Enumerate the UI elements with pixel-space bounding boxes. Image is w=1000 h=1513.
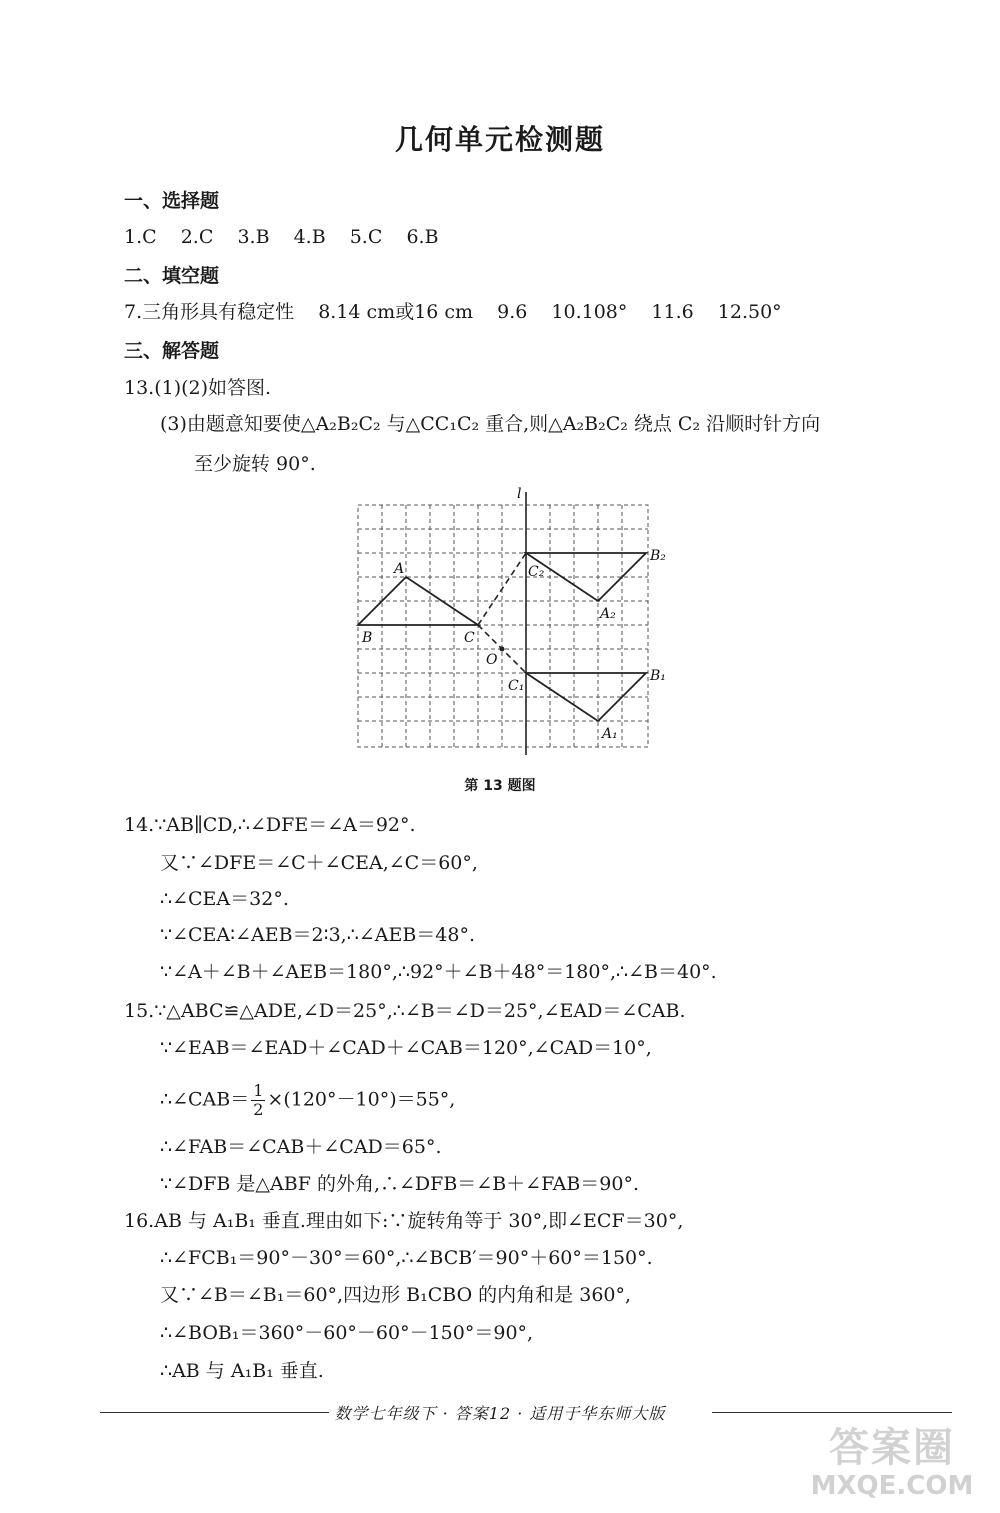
q14-line2: 又∵∠DFE＝∠C＋∠CEA,∠C＝60°, bbox=[160, 852, 478, 874]
q16-line2: ∴∠FCB₁＝90°－30°＝60°,∴∠BCB′＝90°＋60°＝150°. bbox=[160, 1247, 653, 1269]
q14-line1: 14.∵AB∥CD,∴∠DFE＝∠A＝92°. bbox=[124, 814, 416, 836]
answer-8: 8.14 cm或16 cm bbox=[318, 301, 474, 323]
grid bbox=[358, 505, 648, 747]
label-a2: A₂ bbox=[600, 606, 616, 622]
label-b1: B₁ bbox=[650, 668, 666, 684]
footer bbox=[0, 1401, 1000, 1424]
q14-line3: ∴∠CEA＝32°. bbox=[160, 888, 289, 910]
q15-line1: 15.∵△ABC≌△ADE,∠D＝25°,∴∠B＝∠D＝25°,∠EAD＝∠CAB. bbox=[124, 1000, 686, 1022]
q15-line3-post: ×(120°－10°)＝55°, bbox=[267, 1088, 456, 1111]
page-title: 几何单元检测题 bbox=[394, 123, 605, 156]
label-c2: C₂ bbox=[528, 564, 545, 580]
q16-line5: ∴AB 与 A₁B₁ 垂直. bbox=[160, 1360, 324, 1382]
watermark-logo: 答案圈 bbox=[829, 1425, 955, 1471]
label-a1: A₁ bbox=[602, 726, 618, 742]
label-b2: B₂ bbox=[650, 548, 666, 564]
answer-1: 1.C bbox=[124, 226, 157, 248]
q16-line1: 16.AB 与 A₁B₁ 垂直.理由如下:∵旋转角等于 30°,即∠ECF＝30°, bbox=[124, 1210, 684, 1232]
q14-line5: ∵∠A＋∠B＋∠AEB＝180°,∴92°＋∠B＋48°＝180°,∴∠B＝40°. bbox=[160, 961, 717, 983]
answer-4: 4.B bbox=[293, 226, 326, 248]
answer-6: 6.B bbox=[406, 226, 439, 248]
label-l: l bbox=[517, 486, 522, 502]
q15-line4: ∴∠FAB＝∠CAB＋∠CAD＝65°. bbox=[160, 1136, 442, 1158]
fraction-half bbox=[251, 1082, 265, 1119]
label-c1: C₁ bbox=[508, 678, 525, 694]
answer-12: 12.50° bbox=[717, 301, 782, 323]
q13-line3: 至少旋转 90°. bbox=[194, 453, 316, 475]
label-b: B bbox=[362, 630, 373, 646]
q15-line3-pre: ∴∠CAB＝ bbox=[160, 1088, 250, 1111]
fraction-numerator: 1 bbox=[253, 1081, 264, 1100]
watermark bbox=[802, 1425, 982, 1505]
label-c: C bbox=[464, 630, 475, 646]
answer-11: 11.6 bbox=[651, 301, 694, 323]
fill-answers bbox=[124, 299, 782, 325]
label-a: A bbox=[394, 561, 405, 577]
q16-line3: 又∵∠B＝∠B₁＝60°,四边形 B₁CBO 的内角和是 360°, bbox=[160, 1284, 632, 1306]
section-fill-heading: 二、填空题 bbox=[124, 265, 220, 287]
point-o bbox=[500, 647, 505, 652]
answer-3: 3.B bbox=[237, 226, 270, 248]
choice-answers bbox=[124, 224, 439, 250]
answer-9: 9.6 bbox=[497, 301, 528, 323]
fraction-denominator: 2 bbox=[253, 1100, 264, 1119]
section-choice-heading: 一、选择题 bbox=[124, 190, 220, 212]
q15-line5: ∵∠DFB 是△ABF 的外角,∴∠DFB＝∠B＋∠FAB＝90°. bbox=[160, 1173, 640, 1195]
answer-7: 7.三角形具有稳定性 bbox=[124, 301, 295, 323]
q13-figure bbox=[340, 480, 680, 770]
q13-line1: 13.(1)(2)如答图. bbox=[124, 377, 272, 399]
figure-caption: 第 13 题图 bbox=[464, 778, 536, 794]
label-o: O bbox=[486, 652, 498, 668]
q14-line4: ∵∠CEA∶∠AEB＝2∶3,∴∠AEB＝48°. bbox=[160, 924, 475, 946]
answer-5: 5.C bbox=[349, 226, 383, 248]
answer-2: 2.C bbox=[180, 226, 214, 248]
q16-line4: ∴∠BOB₁＝360°－60°－60°－150°＝90°, bbox=[160, 1322, 534, 1344]
q13-line2: (3)由题意知要使△A₂B₂C₂ 与△CC₁C₂ 重合,则△A₂B₂C₂ 绕点 C₂ 沿顺时针方向 bbox=[160, 413, 821, 435]
answer-10: 10.108° bbox=[551, 301, 628, 323]
q15-line3 bbox=[160, 1082, 455, 1119]
section-solve-heading: 三、解答题 bbox=[124, 340, 220, 362]
q15-line2: ∵∠EAB＝∠EAD＋∠CAD＋∠CAB＝120°,∠CAD＝10°, bbox=[160, 1037, 652, 1059]
footer-text: 数学七年级下 · 答案12 · 适用于华东师大版 bbox=[329, 1404, 672, 1423]
watermark-url: MXQE.COM bbox=[810, 1471, 974, 1501]
